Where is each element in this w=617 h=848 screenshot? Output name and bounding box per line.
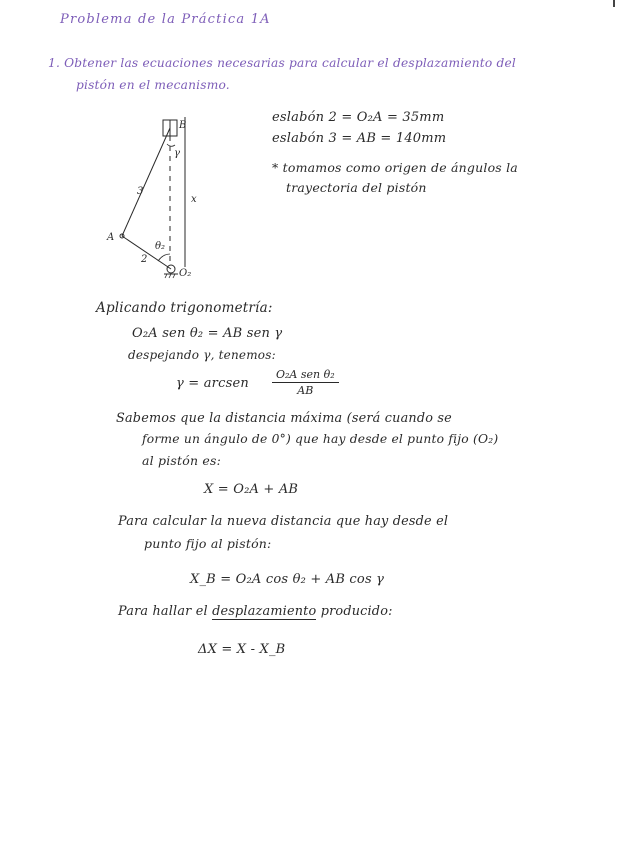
step2-equation: X = O₂A + AB xyxy=(204,482,299,497)
problem-title: Problema de la Práctica 1A xyxy=(60,12,271,27)
step1-intro: Aplicando trigonometría: xyxy=(96,300,273,316)
step1-solve-text: despejando γ, tenemos: xyxy=(128,348,276,362)
slider-crank-diagram xyxy=(105,112,205,287)
step4-equation: ΔX = X - X_B xyxy=(198,642,286,657)
label-a: A xyxy=(107,232,115,243)
step4-text-underlined: desplazamiento xyxy=(212,604,317,619)
step1-result-fraction xyxy=(272,368,339,397)
label-link-2: 2 xyxy=(141,254,148,265)
given-link-3: eslabón 3 = AB = 140mm xyxy=(272,131,447,146)
page-edge-mark xyxy=(613,0,615,7)
theta-arc xyxy=(158,254,170,261)
given-note-line-2: trayectoria del pistón xyxy=(286,180,427,195)
label-theta-2: θ₂ xyxy=(155,241,166,252)
label-x: x xyxy=(191,194,197,205)
label-link-3: 3 xyxy=(137,186,144,197)
given-link-2: eslabón 2 = O₂A = 35mm xyxy=(272,110,445,125)
label-gamma: γ xyxy=(174,148,180,159)
step4-text-post: producido: xyxy=(320,604,393,619)
step3-line-1: Para calcular la nueva distancia que hay desde el xyxy=(118,514,449,529)
ground-hatch xyxy=(165,274,175,278)
step3-line-2: punto fijo al pistón: xyxy=(144,536,272,551)
step1-equation: O₂A sen θ₂ = AB sen γ xyxy=(132,326,283,341)
step1-result-lhs: γ = arcsen xyxy=(176,376,249,391)
step1-fraction-denominator: AB xyxy=(297,384,314,397)
step2-line-1: Sabemos que la distancia máxima (será cuando se xyxy=(116,411,452,426)
label-o2: O₂ xyxy=(179,268,192,279)
step4-text-pre: Para hallar el xyxy=(118,604,208,619)
step2-line-3: al pistón es: xyxy=(142,453,222,468)
step3-equation: X_B = O₂A cos θ₂ + AB cos γ xyxy=(190,572,385,587)
statement-line-2: pistón en el mecanismo. xyxy=(76,78,230,92)
given-note-line-1: * tomamos como origen de ángulos la xyxy=(272,160,518,175)
gamma-arc xyxy=(167,144,175,146)
step1-fraction-numerator: O₂A sen θ₂ xyxy=(272,368,339,383)
link-3-line xyxy=(122,128,170,236)
statement-line-1: 1. Obtener las ecuaciones necesarias para calcular el desplazamiento del xyxy=(48,56,517,70)
step4-line xyxy=(118,604,393,619)
label-b: B xyxy=(179,120,187,131)
step2-line-2: forme un ángulo de 0°) que hay desde el punto fijo (O₂) xyxy=(142,432,499,446)
